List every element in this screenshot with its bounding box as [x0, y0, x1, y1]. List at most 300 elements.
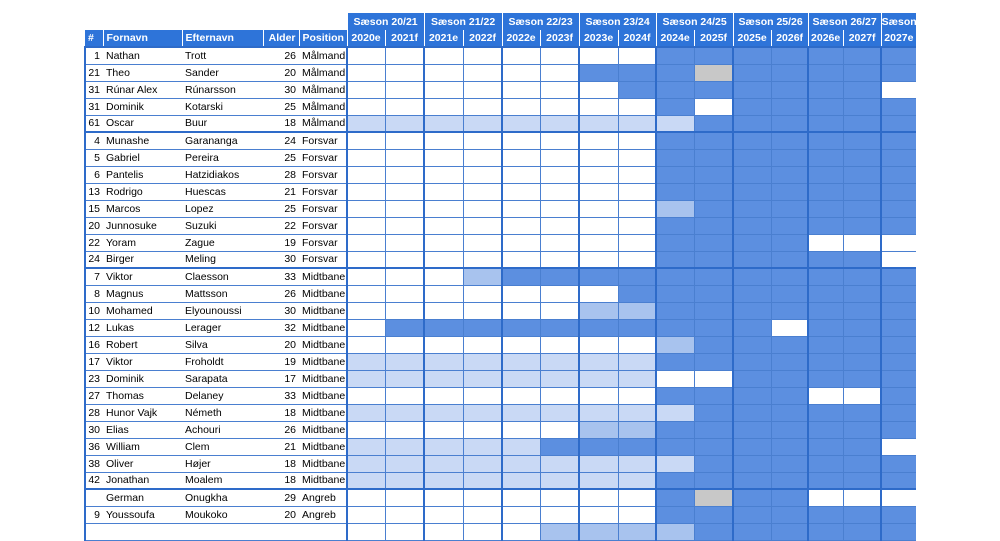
player-number: 16: [85, 336, 103, 353]
contract-status-cell: [808, 251, 843, 268]
contract-status-cell: [694, 251, 733, 268]
contract-status-cell: [540, 353, 579, 370]
contract-status-cell: [502, 251, 540, 268]
contract-status-cell: [656, 217, 694, 234]
player-age: 26: [263, 47, 299, 64]
contract-status-cell: [733, 81, 771, 98]
table-row[interactable]: [85, 421, 916, 438]
contract-status-cell: [579, 217, 618, 234]
contract-status-cell: [733, 353, 771, 370]
table-row[interactable]: [85, 353, 916, 370]
contract-status-cell: [694, 336, 733, 353]
contract-status-cell: [347, 353, 385, 370]
contract-status-cell: [579, 81, 618, 98]
contract-status-cell: [540, 268, 579, 285]
contract-status-cell: [463, 455, 502, 472]
contract-status-cell: [656, 438, 694, 455]
player-first-name: Rodrigo: [103, 183, 182, 200]
contract-status-cell: [385, 166, 424, 183]
contract-status-cell: [347, 523, 385, 540]
contract-status-cell: [881, 353, 916, 370]
contract-status-cell: [540, 285, 579, 302]
contract-status-cell: [502, 370, 540, 387]
contract-status-cell: [463, 438, 502, 455]
table-row[interactable]: [85, 81, 916, 98]
contract-status-cell: [618, 455, 656, 472]
player-position: Midtbane: [299, 404, 347, 421]
player-first-name: Marcos: [103, 200, 182, 217]
contract-status-cell: [881, 387, 916, 404]
col-first-name: Fornavn: [103, 30, 182, 47]
contract-status-cell: [424, 302, 463, 319]
player-first-name: Viktor: [103, 353, 182, 370]
contract-status-cell: [771, 438, 808, 455]
player-age: 26: [263, 421, 299, 438]
contract-status-cell: [424, 370, 463, 387]
contract-status-cell: [347, 404, 385, 421]
contract-status-cell: [502, 149, 540, 166]
player-last-name: Moukoko: [182, 506, 263, 523]
contract-status-cell: [843, 489, 881, 506]
contract-status-cell: [656, 353, 694, 370]
player-age: 22: [263, 217, 299, 234]
player-last-name: Zague: [182, 234, 263, 251]
player-position: Målmand: [299, 47, 347, 64]
contract-status-cell: [656, 234, 694, 251]
contract-status-cell: [843, 98, 881, 115]
contract-status-cell: [540, 183, 579, 200]
contract-status-cell: [771, 319, 808, 336]
contract-status-cell: [733, 98, 771, 115]
contract-status-cell: [385, 251, 424, 268]
player-age: 26: [263, 285, 299, 302]
contract-status-cell: [771, 421, 808, 438]
contract-status-cell: [618, 421, 656, 438]
contract-status-cell: [540, 251, 579, 268]
table-row[interactable]: [85, 166, 916, 183]
table-row[interactable]: [85, 268, 916, 285]
contract-status-cell: [424, 489, 463, 506]
contract-status-cell: [540, 166, 579, 183]
player-number: 12: [85, 319, 103, 336]
player-first-name: Oliver: [103, 455, 182, 472]
contract-status-cell: [424, 506, 463, 523]
contract-status-cell: [385, 115, 424, 132]
player-first-name: Thomas: [103, 387, 182, 404]
contract-status-cell: [502, 115, 540, 132]
contract-status-cell: [733, 285, 771, 302]
table-row[interactable]: [85, 404, 916, 421]
contract-status-cell: [618, 64, 656, 81]
contract-status-cell: [843, 200, 881, 217]
table-row[interactable]: [85, 47, 916, 64]
contract-status-cell: [843, 506, 881, 523]
contract-status-cell: [385, 81, 424, 98]
contract-status-cell: [808, 387, 843, 404]
table-row[interactable]: [85, 506, 916, 523]
table-row[interactable]: [85, 115, 916, 132]
contract-status-cell: [424, 47, 463, 64]
contract-status-cell: [579, 251, 618, 268]
contract-status-cell: [579, 149, 618, 166]
player-position: Målmand: [299, 98, 347, 115]
contract-status-cell: [618, 98, 656, 115]
contract-status-cell: [347, 115, 385, 132]
contract-status-cell: [347, 166, 385, 183]
contract-status-cell: [843, 370, 881, 387]
contract-status-cell: [843, 421, 881, 438]
col-period: 2020e: [347, 30, 385, 47]
contract-status-cell: [733, 472, 771, 489]
contract-status-cell: [502, 455, 540, 472]
contract-status-cell: [656, 421, 694, 438]
contract-status-cell: [881, 234, 916, 251]
table-row[interactable]: [85, 302, 916, 319]
contract-status-cell: [618, 404, 656, 421]
contract-status-cell: [733, 455, 771, 472]
contract-status-cell: [424, 149, 463, 166]
contract-status-cell: [771, 353, 808, 370]
contract-status-cell: [347, 302, 385, 319]
contract-status-cell: [463, 251, 502, 268]
player-age: 21: [263, 438, 299, 455]
contract-status-cell: [424, 234, 463, 251]
contract-status-cell: [771, 455, 808, 472]
table-row[interactable]: [85, 387, 916, 404]
contract-status-cell: [540, 132, 579, 149]
contract-status-cell: [843, 132, 881, 149]
contract-status-cell: [540, 455, 579, 472]
contract-status-cell: [502, 285, 540, 302]
player-number: 21: [85, 64, 103, 81]
player-first-name: Munashe: [103, 132, 182, 149]
contract-status-cell: [733, 217, 771, 234]
contract-status-cell: [502, 98, 540, 115]
contract-status-cell: [881, 285, 916, 302]
player-age: 19: [263, 353, 299, 370]
contract-status-cell: [881, 319, 916, 336]
contract-status-cell: [540, 404, 579, 421]
player-number: 5: [85, 149, 103, 166]
player-position: Midtbane: [299, 353, 347, 370]
contract-status-cell: [881, 268, 916, 285]
player-number: 31: [85, 98, 103, 115]
contract-status-cell: [843, 438, 881, 455]
contract-status-cell: [540, 421, 579, 438]
player-position: Midtbane: [299, 302, 347, 319]
contract-status-cell: [881, 370, 916, 387]
contract-status-cell: [618, 489, 656, 506]
player-last-name: Kotarski: [182, 98, 263, 115]
contract-status-cell: [347, 251, 385, 268]
contract-status-cell: [463, 302, 502, 319]
contract-status-cell: [618, 370, 656, 387]
contract-status-cell: [385, 200, 424, 217]
contract-status-cell: [385, 455, 424, 472]
table-row[interactable]: [85, 455, 916, 472]
player-last-name: Delaney: [182, 387, 263, 404]
contract-status-cell: [808, 302, 843, 319]
contract-status-cell: [618, 506, 656, 523]
contract-status-cell: [881, 302, 916, 319]
contract-status-cell: [424, 421, 463, 438]
contract-status-cell: [808, 115, 843, 132]
contract-status-cell: [463, 421, 502, 438]
contract-status-cell: [771, 98, 808, 115]
table-row[interactable]: [85, 251, 916, 268]
contract-status-cell: [656, 387, 694, 404]
contract-status-cell: [618, 251, 656, 268]
contract-status-cell: [385, 506, 424, 523]
contract-status-cell: [579, 472, 618, 489]
contract-status-cell: [347, 81, 385, 98]
contract-status-cell: [540, 438, 579, 455]
player-first-name: Youssoufa: [103, 506, 182, 523]
contract-status-cell: [808, 81, 843, 98]
player-first-name: German: [103, 489, 182, 506]
table-row[interactable]: [85, 217, 916, 234]
contract-status-cell: [347, 183, 385, 200]
contract-status-cell: [579, 98, 618, 115]
contract-status-cell: [347, 47, 385, 64]
contract-status-cell: [881, 217, 916, 234]
contract-status-cell: [808, 285, 843, 302]
contract-status-cell: [808, 421, 843, 438]
col-period: 2021e: [424, 30, 463, 47]
contract-status-cell: [385, 234, 424, 251]
player-last-name: Garananga: [182, 132, 263, 149]
contract-status-cell: [347, 268, 385, 285]
contract-status-cell: [656, 166, 694, 183]
player-last-name: Suzuki: [182, 217, 263, 234]
contract-status-cell: [385, 523, 424, 540]
table-row[interactable]: [85, 370, 916, 387]
contract-status-cell: [347, 438, 385, 455]
contract-status-cell: [502, 47, 540, 64]
contract-status-cell: [843, 81, 881, 98]
player-position: Forsvar: [299, 234, 347, 251]
contract-status-cell: [656, 115, 694, 132]
contract-status-cell: [808, 200, 843, 217]
contract-status-cell: [618, 523, 656, 540]
player-first-name: Gabriel: [103, 149, 182, 166]
contract-status-cell: [424, 472, 463, 489]
contract-status-cell: [808, 370, 843, 387]
contract-status-cell: [881, 404, 916, 421]
table-row[interactable]: [85, 132, 916, 149]
contract-status-cell: [694, 81, 733, 98]
contract-status-cell: [771, 489, 808, 506]
contract-status-cell: [733, 132, 771, 149]
season-header: Sæson 21/22: [424, 13, 502, 30]
contract-status-cell: [463, 523, 502, 540]
player-first-name: Oscar: [103, 115, 182, 132]
contract-status-cell: [502, 319, 540, 336]
contract-status-cell: [502, 81, 540, 98]
contract-status-cell: [843, 387, 881, 404]
season-header: Sæson 2: [881, 13, 916, 30]
contract-status-cell: [347, 421, 385, 438]
contract-status-cell: [385, 438, 424, 455]
table-row[interactable]: [85, 149, 916, 166]
squad-contract-table-container: [84, 13, 926, 525]
contract-status-cell: [424, 285, 463, 302]
contract-status-cell: [385, 217, 424, 234]
table-row[interactable]: [85, 489, 916, 506]
player-position: Forsvar: [299, 183, 347, 200]
contract-status-cell: [771, 472, 808, 489]
contract-status-cell: [502, 387, 540, 404]
player-first-name: Robert: [103, 336, 182, 353]
contract-status-cell: [808, 523, 843, 540]
season-header: Sæson 26/27: [808, 13, 881, 30]
contract-status-cell: [733, 149, 771, 166]
player-number: 8: [85, 285, 103, 302]
contract-status-cell: [618, 217, 656, 234]
contract-status-cell: [385, 285, 424, 302]
player-last-name: Mattsson: [182, 285, 263, 302]
player-position: Midtbane: [299, 268, 347, 285]
contract-status-cell: [424, 438, 463, 455]
player-number: 22: [85, 234, 103, 251]
player-first-name: Nathan: [103, 47, 182, 64]
contract-status-cell: [733, 523, 771, 540]
player-last-name: Clem: [182, 438, 263, 455]
contract-status-cell: [579, 200, 618, 217]
table-row[interactable]: [85, 234, 916, 251]
contract-status-cell: [540, 47, 579, 64]
contract-status-cell: [502, 506, 540, 523]
contract-status-cell: [881, 506, 916, 523]
contract-status-cell: [771, 302, 808, 319]
contract-status-cell: [843, 455, 881, 472]
contract-status-cell: [385, 302, 424, 319]
player-first-name: Lukas: [103, 319, 182, 336]
player-position: Forsvar: [299, 200, 347, 217]
contract-status-cell: [385, 64, 424, 81]
contract-status-cell: [808, 268, 843, 285]
player-position: Midtbane: [299, 336, 347, 353]
contract-status-cell: [656, 98, 694, 115]
contract-status-cell: [694, 268, 733, 285]
player-age: 29: [263, 489, 299, 506]
contract-status-cell: [771, 200, 808, 217]
col-period: 2021f: [385, 30, 424, 47]
player-position: Forsvar: [299, 217, 347, 234]
table-row[interactable]: [85, 285, 916, 302]
player-last-name: Trott: [182, 47, 263, 64]
contract-status-cell: [424, 217, 463, 234]
table-row[interactable]: [85, 472, 916, 489]
player-position: Målmand: [299, 64, 347, 81]
contract-status-cell: [424, 98, 463, 115]
player-number: 17: [85, 353, 103, 370]
player-last-name: Claesson: [182, 268, 263, 285]
player-number: 27: [85, 387, 103, 404]
contract-status-cell: [618, 336, 656, 353]
contract-status-cell: [502, 200, 540, 217]
contract-status-cell: [463, 506, 502, 523]
player-last-name: Hatzidiakos: [182, 166, 263, 183]
table-row[interactable]: [85, 200, 916, 217]
contract-status-cell: [843, 319, 881, 336]
player-first-name: Dominik: [103, 98, 182, 115]
contract-status-cell: [579, 64, 618, 81]
player-position: Målmand: [299, 81, 347, 98]
contract-status-cell: [843, 234, 881, 251]
contract-status-cell: [771, 183, 808, 200]
contract-status-cell: [808, 64, 843, 81]
player-last-name: Sarapata: [182, 370, 263, 387]
contract-status-cell: [579, 421, 618, 438]
contract-status-cell: [733, 421, 771, 438]
table-row[interactable]: [85, 183, 916, 200]
contract-status-cell: [579, 132, 618, 149]
player-number: 1: [85, 47, 103, 64]
contract-status-cell: [618, 132, 656, 149]
contract-status-cell: [385, 472, 424, 489]
table-row[interactable]: [85, 336, 916, 353]
contract-status-cell: [424, 268, 463, 285]
table-row[interactable]: [85, 98, 916, 115]
contract-status-cell: [618, 200, 656, 217]
contract-status-cell: [424, 166, 463, 183]
contract-status-cell: [881, 523, 916, 540]
player-age: [263, 523, 299, 540]
contract-status-cell: [808, 455, 843, 472]
contract-status-cell: [771, 336, 808, 353]
table-row[interactable]: [85, 64, 916, 81]
contract-status-cell: [618, 387, 656, 404]
contract-status-cell: [733, 166, 771, 183]
table-row[interactable]: [85, 523, 916, 540]
contract-status-cell: [347, 200, 385, 217]
contract-status-cell: [881, 64, 916, 81]
contract-status-cell: [347, 285, 385, 302]
contract-status-cell: [881, 149, 916, 166]
contract-status-cell: [694, 200, 733, 217]
contract-status-cell: [881, 200, 916, 217]
contract-status-cell: [733, 64, 771, 81]
contract-status-cell: [424, 336, 463, 353]
contract-status-cell: [540, 234, 579, 251]
player-position: Midtbane: [299, 421, 347, 438]
contract-status-cell: [771, 285, 808, 302]
player-position: Midtbane: [299, 319, 347, 336]
player-number: 13: [85, 183, 103, 200]
contract-status-cell: [502, 64, 540, 81]
contract-status-cell: [579, 523, 618, 540]
contract-status-cell: [579, 234, 618, 251]
table-row[interactable]: [85, 438, 916, 455]
table-row[interactable]: [85, 319, 916, 336]
contract-status-cell: [618, 166, 656, 183]
player-first-name: Mohamed: [103, 302, 182, 319]
contract-status-cell: [463, 489, 502, 506]
player-age: 25: [263, 149, 299, 166]
contract-status-cell: [347, 64, 385, 81]
player-last-name: Huescas: [182, 183, 263, 200]
player-position: Forsvar: [299, 149, 347, 166]
player-position: Forsvar: [299, 166, 347, 183]
player-first-name: Junnosuke: [103, 217, 182, 234]
player-number: 15: [85, 200, 103, 217]
contract-status-cell: [463, 336, 502, 353]
contract-status-cell: [656, 132, 694, 149]
player-age: 24: [263, 132, 299, 149]
contract-status-cell: [843, 115, 881, 132]
contract-status-cell: [579, 353, 618, 370]
